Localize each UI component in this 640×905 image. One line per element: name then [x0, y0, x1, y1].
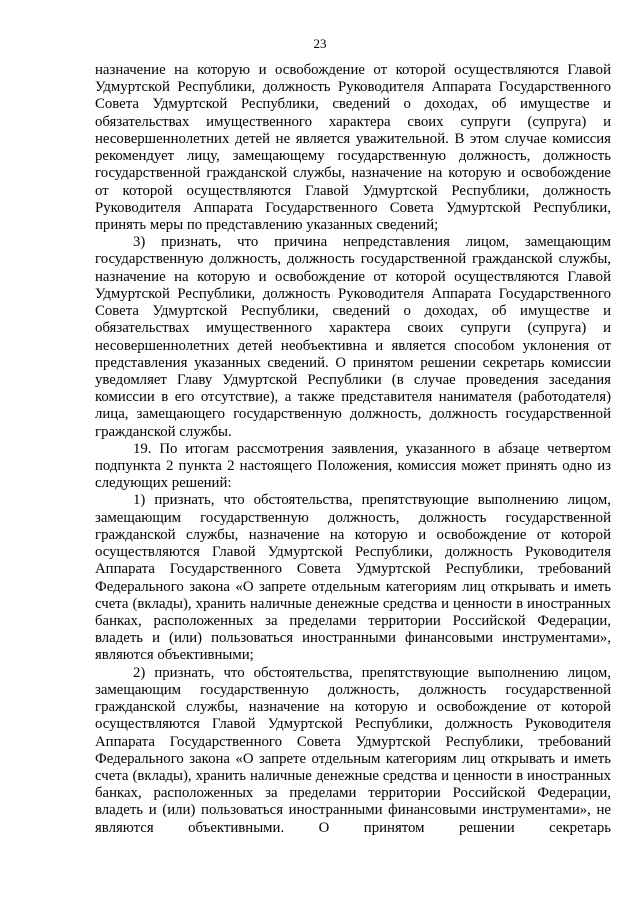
page-number: 23	[313, 36, 327, 51]
paragraph-continuation: назначение на которую и освобождение от которой осуществляются Главой Удмуртской Республики, должность Руководителя Аппарата Государственного Совета Удмуртской Республики, сведений о доходах, об имуществе и обязательствах имущественного характера своих супруги (супруга) и несовершеннолетних детей не является уважительной. В этом случае комиссия рекомендует лицу, замещающему государственную должность, должность государственной гражданской службы, назначение на которую и освобождение от которой осуществляются Главой Удмуртской Республики, должность Руководителя Аппарата Государственного Совета Удмуртской Республики, принять меры по представлению указанных сведений;	[95, 62, 611, 233]
paragraph-item-1: 1) признать, что обстоятельства, препятствующие выполнению лицом, замещающим государственную должность, должность государственной гражданской службы, назначение на которую и освобождение от которой осуществляются Главой Удмуртской Республики, должность Руководителя Аппарата Государственного Совета Удмуртской Республики, требований Федерального закона «О запрете отдельным категориям лиц открывать и иметь счета (вклады), хранить наличные денежные средства и ценности в иностранных банках, расположенных за пределами территории Российской Федерации, владеть и (или) пользоваться иностранными финансовыми инструментами», являются объективными;	[95, 492, 611, 664]
document-body	[95, 62, 611, 837]
paragraph-item-2: 2) признать, что обстоятельства, препятствующие выполнению лицом, замещающим государственную должность, должность государственной гражданской службы, назначение на которую и освобождение от которой осуществляются Главой Удмуртской Республики, должность Руководителя Аппарата Государственного Совета Удмуртской Республики, требований Федерального закона «О запрете отдельным категориям лиц открывать и иметь счета (вклады), хранить наличные денежные средства и ценности в иностранных банках, расположенных за пределами территории Российской Федерации, владеть и (или) пользоваться иностранными финансовыми инструментами», не являются объективными. О принятом решении секретарь	[95, 664, 611, 836]
paragraph-item-3: 3) признать, что причина непредставления лицом, замещающим государственную должность, должность государственной гражданской службы, назначение на которую и освобождение от которой осуществляются Главой Удмуртской Республики, должность Руководителя Аппарата Государственного Совета Удмуртской Республики, сведений о доходах, об имуществе и обязательствах имущественного характера своих супруги (супруга) и несовершеннолетних детей необъективна и является способом уклонения от представления указанных сведений. О принятом решении секретарь комиссии уведомляет Главу Удмуртской Республики (в случае проведения заседания комиссии в его отсутствие), а также представителя нанимателя (работодателя) лица, замещающего государственную должность, должность государственной гражданской службы.	[95, 234, 611, 440]
paragraph-clause-19: 19. По итогам рассмотрения заявления, указанного в абзаце четвертом подпункта 2 пункта 2 настоящего Положения, комиссия может принять одно из следующих решений:	[95, 440, 611, 492]
